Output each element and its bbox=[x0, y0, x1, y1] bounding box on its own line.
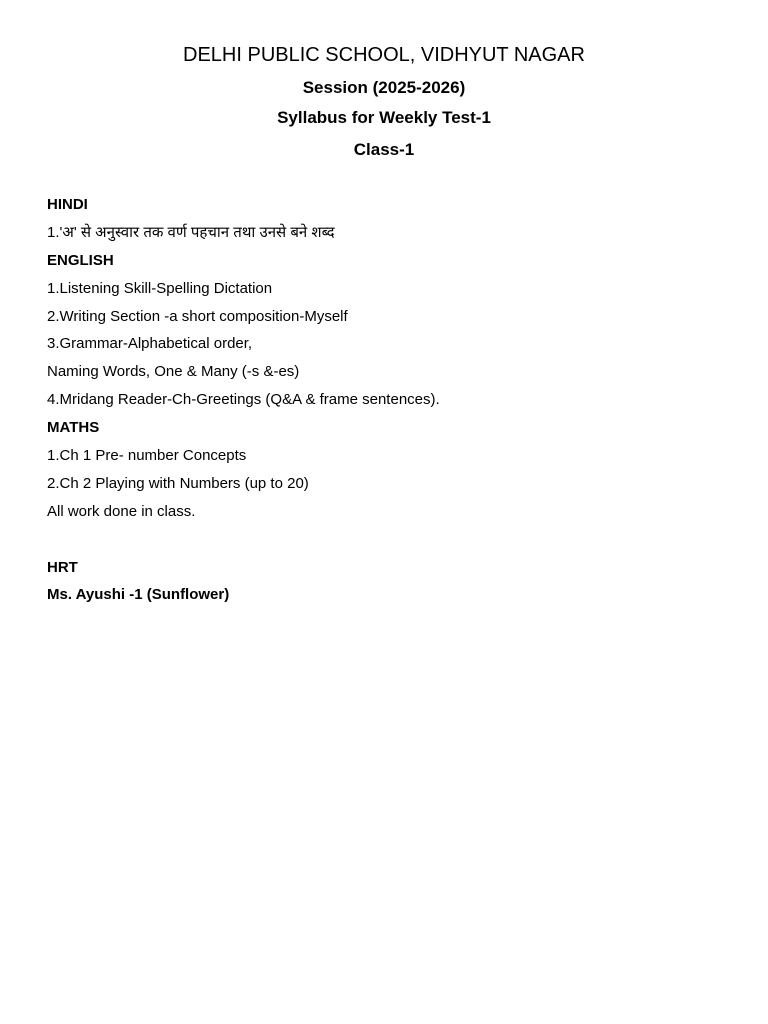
english-item: 4.Mridang Reader-Ch-Greetings (Q&A & frame sentences). bbox=[47, 391, 440, 409]
blank-line bbox=[47, 530, 727, 550]
maths-item: 2.Ch 2 Playing with Numbers (up to 20) bbox=[47, 474, 309, 492]
maths-item: 1.Ch 1 Pre- number Concepts bbox=[47, 447, 247, 465]
hindi-item: 1.'अ' से अनुस्वार तक वर्ण पहचान तथा उनसे बने शब्द bbox=[47, 223, 335, 241]
school-name: DELHI PUBLIC SCHOOL, VIDHYUT NAGAR bbox=[183, 44, 585, 66]
section-title-english: ENGLISH bbox=[47, 251, 114, 269]
class-heading: Class-1 bbox=[353, 140, 415, 159]
english-item: 3.Grammar-Alphabetical order, bbox=[47, 335, 253, 353]
english-item: Naming Words, One & Many (-s &-es) bbox=[47, 363, 300, 381]
syllabus-body bbox=[47, 195, 727, 613]
section-title-hindi: HINDI bbox=[47, 196, 88, 213]
maths-note: All work done in class. bbox=[47, 502, 196, 520]
hrt-name: Ms. Ayushi -1 (Sunflower) bbox=[47, 586, 230, 604]
syllabus-heading: Syllabus for Weekly Test-1 bbox=[277, 108, 491, 127]
english-item: 2.Writing Section -a short composition-Myself bbox=[47, 307, 348, 325]
english-item: 1.Listening Skill-Spelling Dictation bbox=[47, 279, 273, 297]
section-title-hrt: HRT bbox=[47, 558, 78, 576]
session-heading: Session (2025-2026) bbox=[302, 78, 466, 97]
section-title-maths: MATHS bbox=[47, 419, 100, 437]
